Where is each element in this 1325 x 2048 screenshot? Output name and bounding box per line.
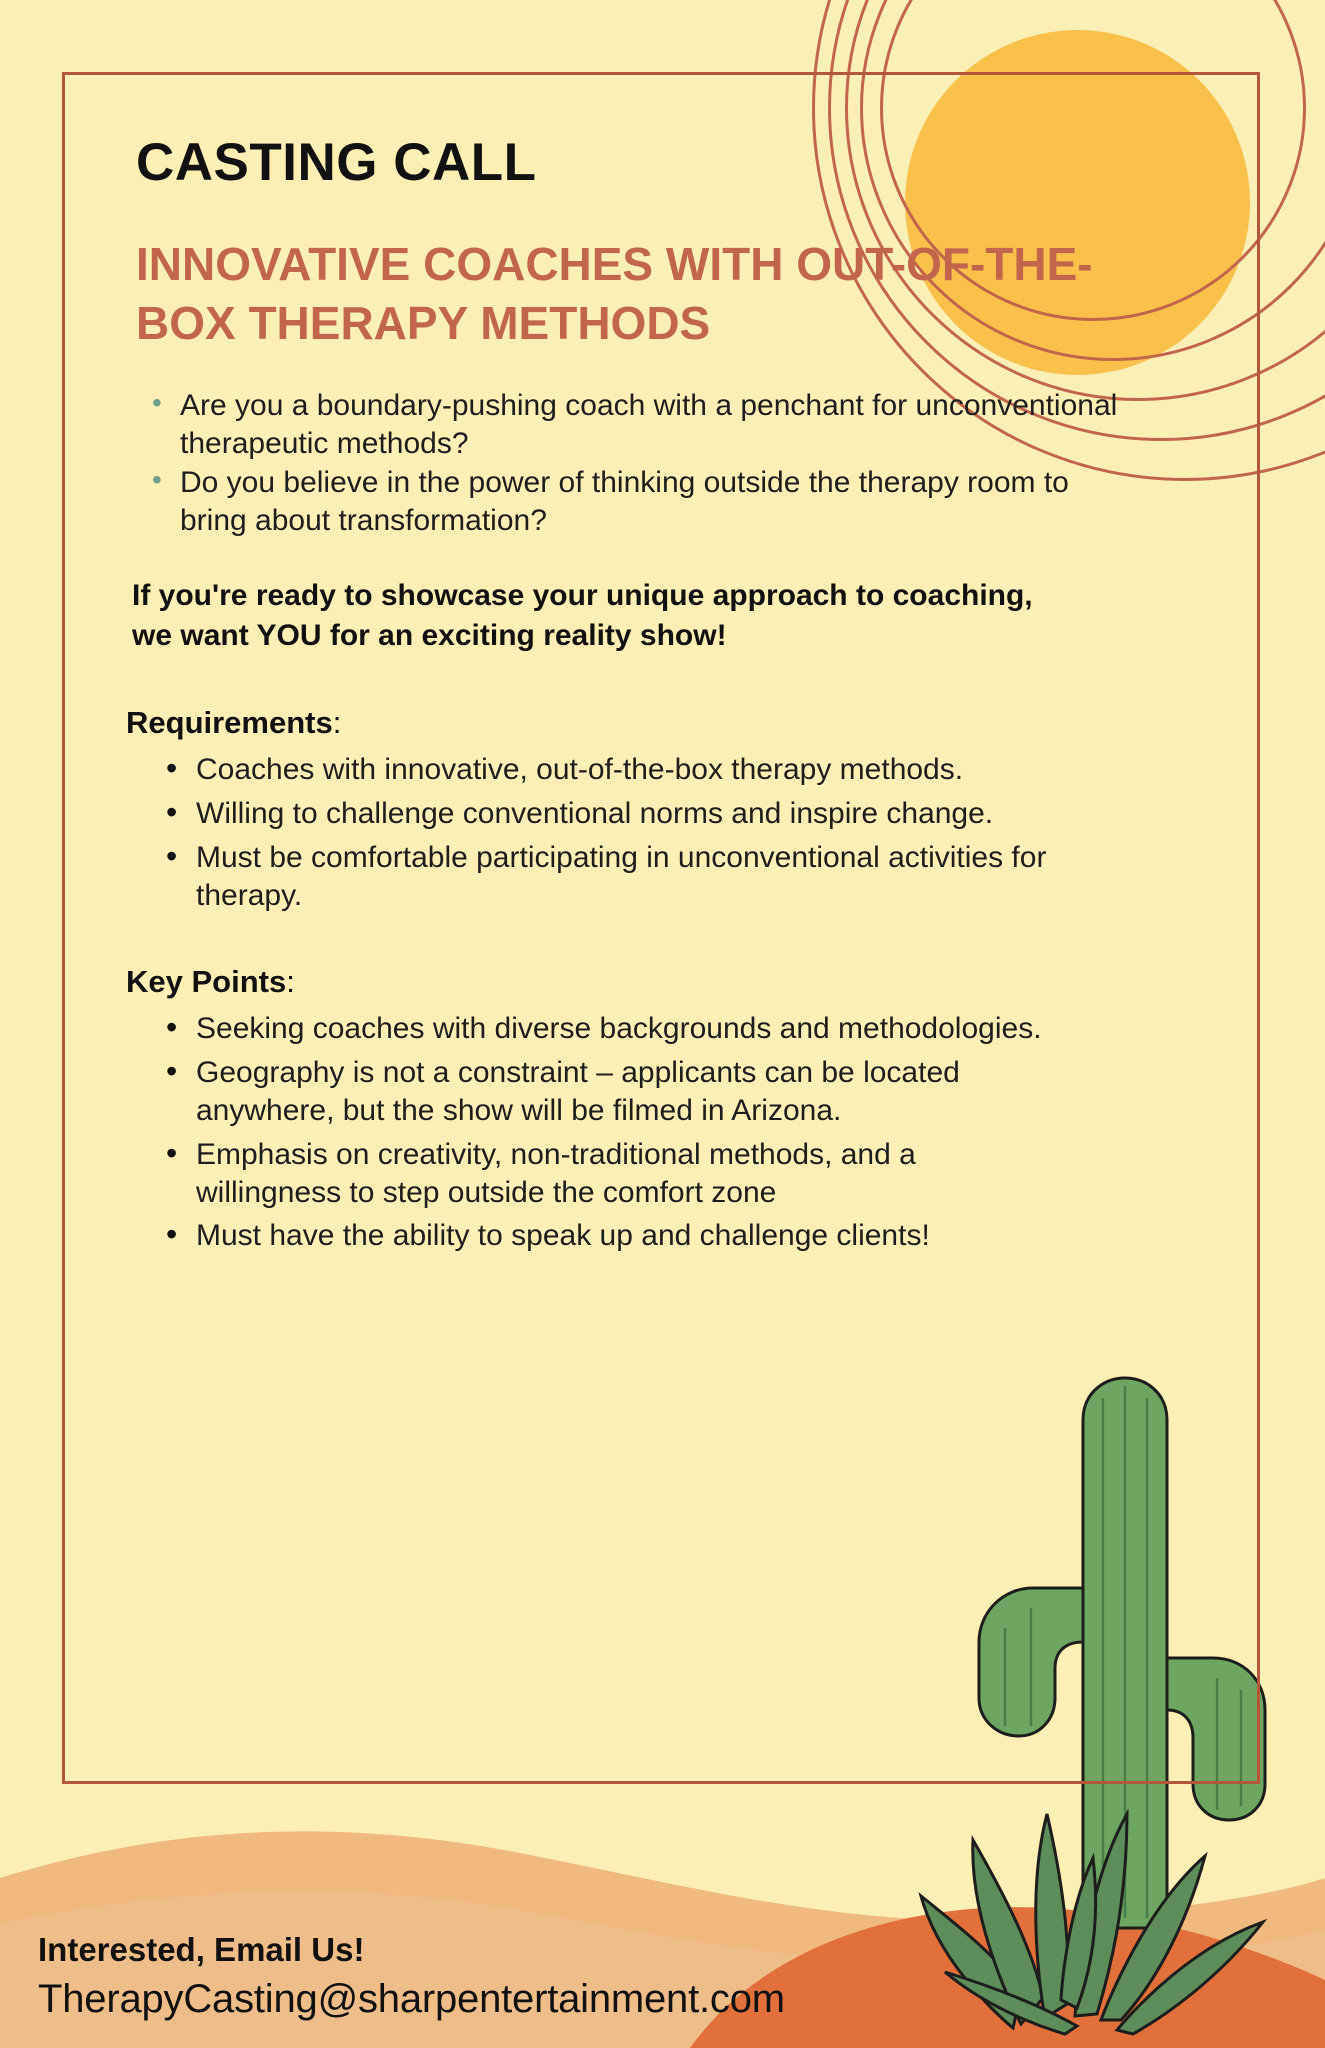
callout-text: If you're ready to showcase your unique approach to coaching, we want YOU for an exciting reality show! [132,578,1033,652]
section-heading-label: Key Points [126,964,287,1000]
contact-email[interactable]: TherapyCasting@sharpentertainment.com [38,1977,785,2021]
key-points-list [118,1010,1188,1255]
list-item: • Willing to challenge conventional norms and inspire change. [196,795,1056,833]
list-item: • Must have the ability to speak up and challenge clients! [196,1217,1056,1255]
section-heading-colon: : [286,964,295,1000]
intro-question-list [118,387,1188,540]
section-heading-colon: : [332,705,342,741]
requirements-list [118,751,1188,914]
poster-content [118,132,1188,1261]
list-item: • Coaches with innovative, out-of-the-box therapy methods. [196,751,1056,789]
list-item: • Geography is not a constraint – applicants can be located anywhere, but the show will be filmed in Arizona. [196,1054,1056,1130]
contact-footer [38,1931,1098,2022]
section-heading-label: Requirements [126,705,333,741]
list-item: • Seeking coaches with diverse backgrounds and methodologies. [196,1010,1056,1048]
contact-prompt: Interested, Email Us! [38,1931,365,1968]
list-item: • Must be comfortable participating in unconventional activities for therapy. [196,839,1056,915]
page-title: CASTING CALL [136,133,537,192]
list-item: • Are you a boundary-pushing coach with a penchant for unconventional therapeutic methods? [180,387,1140,463]
list-item: • Do you believe in the power of thinking outside the therapy room to bring about transformation? [180,464,1140,540]
list-item: • Emphasis on creativity, non-traditional methods, and a willingness to step outside the comfort zone [196,1136,1056,1212]
section-heading-key-points [118,964,1188,1000]
section-heading-requirements [118,705,1188,741]
poster-subtitle: INNOVATIVE COACHES WITH OUT-OF-THE-BOX THERAPY METHODS [136,238,1093,349]
